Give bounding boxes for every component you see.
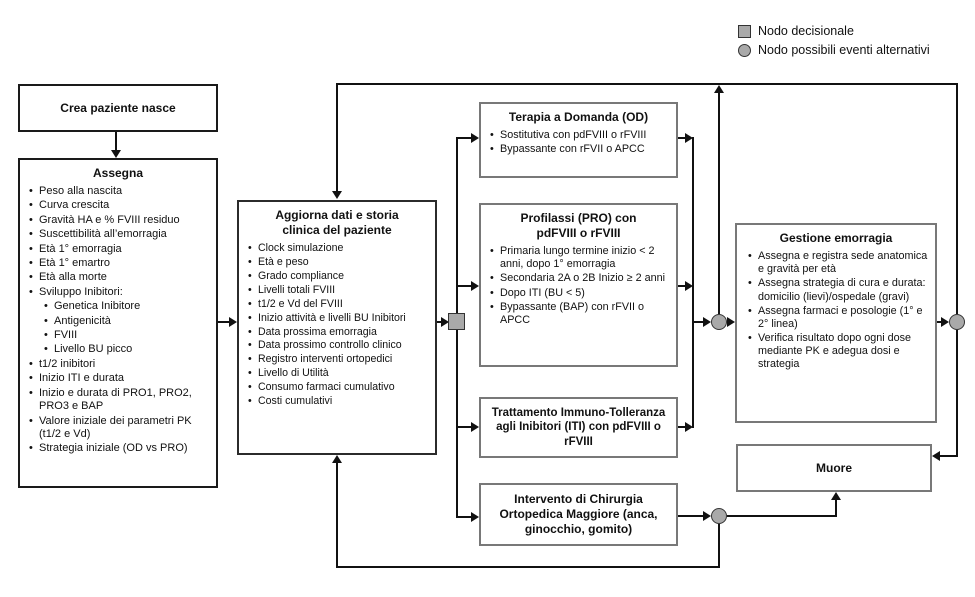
flow-line: [956, 83, 958, 314]
list-item: • Peso alla nascita: [26, 185, 212, 198]
list-item: • Verifica risultato dopo ogni dose mediante PK e adegua dosi e strategia: [745, 332, 931, 372]
flow-line: [456, 285, 472, 287]
node-title: Intervento di Chirurgia Ortopedica Maggiore (anca, ginocchio, gomito): [499, 492, 658, 536]
legend-row-decisional: [738, 24, 930, 38]
arrowhead: [703, 511, 711, 521]
list-item: • Età 1° emorragia: [26, 243, 212, 256]
list-item: • Età 1° emartro: [26, 257, 212, 270]
list-item: • Genetica Inibitore: [41, 300, 212, 313]
legend-decisional-label: Nodo decisionale: [758, 24, 854, 38]
node-gestione-emorragia: [735, 223, 937, 423]
node-gestione-list: [745, 250, 931, 372]
list-item: • Grado compliance: [245, 270, 431, 283]
list-item: • Bypassante (BAP) con rFVII o APCC: [487, 301, 672, 327]
arrowhead: [111, 150, 121, 158]
flow-line: [940, 455, 958, 457]
node-title: Aggiorna dati e storia clinica del paziente: [275, 208, 399, 237]
node-title: Assegna: [92, 166, 144, 180]
list-item: • Costi cumulativi: [245, 395, 431, 408]
flow-line: [336, 83, 958, 85]
list-item: • Secondaria 2A o 2B Inizio ≥ 2 anni: [487, 272, 672, 285]
arrowhead: [932, 451, 940, 461]
arrowhead: [332, 455, 342, 463]
node-pro-list: [487, 245, 672, 327]
alternative-node: [949, 314, 965, 330]
flow-line: [336, 463, 338, 568]
node-title: Profilassi (PRO) con pdFVIII o rFVIII: [520, 211, 637, 240]
node-assegna-list: [26, 185, 212, 456]
list-item: • Dopo ITI (BU < 5): [487, 287, 672, 300]
list-item: • Livello di Utilità: [245, 367, 431, 380]
list-item: • Primaria lungo termine inizio < 2 anni, dopo 1° emorragia: [487, 245, 672, 271]
flow-line: [336, 83, 338, 193]
arrowhead: [714, 85, 724, 93]
legend: [738, 24, 930, 62]
flow-line: [956, 330, 958, 457]
flow-line: [456, 137, 472, 139]
list-item: • Inizio attività e livelli BU Inibitori: [245, 312, 431, 325]
list-item: • Bypassante con rFVII o APCC: [487, 143, 672, 156]
node-assegna: [18, 158, 218, 488]
node-crea-paziente: [18, 84, 218, 132]
list-item: • Clock simulazione: [245, 242, 431, 255]
legend-alternative-label: Nodo possibili eventi alternativi: [758, 43, 930, 57]
flow-line: [336, 566, 720, 568]
decision-node-icon: [738, 25, 751, 38]
list-item: • Curva crescita: [26, 199, 212, 212]
arrowhead: [703, 317, 711, 327]
flow-line: [692, 137, 694, 428]
arrowhead: [471, 422, 479, 432]
alternative-node: [711, 314, 727, 330]
node-muore: [736, 444, 932, 492]
alternative-node-icon: [738, 44, 751, 57]
list-item: • Livelli totali FVIII: [245, 284, 431, 297]
list-item: • t1/2 inibitori: [26, 358, 212, 371]
decision-node: [448, 313, 465, 330]
list-item: • Data prossimo controllo clinico: [245, 339, 431, 352]
list-item: • Antigenicità: [41, 315, 212, 328]
list-item: • Età e peso: [245, 256, 431, 269]
list-item: • Assegna e registra sede anatomica e gravità per età: [745, 250, 931, 276]
flow-line: [115, 132, 117, 152]
flow-line: [718, 92, 720, 314]
node-title: Terapia a Domanda (OD): [508, 110, 649, 124]
arrowhead: [471, 281, 479, 291]
arrowhead: [727, 317, 735, 327]
flow-line: [456, 426, 472, 428]
node-title: Crea paziente nasce: [60, 100, 176, 115]
list-item: • Livello BU picco: [41, 343, 212, 356]
node-chirurgia: [479, 483, 678, 546]
flow-line: [678, 515, 704, 517]
node-od-list: [487, 129, 672, 156]
arrowhead: [831, 492, 841, 500]
arrowhead: [941, 317, 949, 327]
node-aggiorna-dati: [237, 200, 437, 455]
list-item: • Sostitutiva con pdFVIII o rFVIII: [487, 129, 672, 142]
list-item: • Inizio e durata di PRO1, PRO2, PRO3 e BAP: [26, 387, 212, 414]
list-item: • Sviluppo Inibitori:: [26, 286, 212, 299]
list-item: • Gravità HA e % FVIII residuo: [26, 214, 212, 227]
flow-line: [835, 498, 837, 517]
flow-line: [718, 524, 720, 568]
node-iti: [479, 397, 678, 458]
list-item: • Valore iniziale dei parametri PK (t1/2 e Vd): [26, 415, 212, 442]
list-item: • Suscettibilità all’emorragia: [26, 228, 212, 241]
legend-row-alternative: [738, 43, 930, 57]
node-title: Muore: [816, 460, 852, 475]
node-aggiorna-list: [245, 242, 431, 408]
flow-line: [456, 516, 472, 518]
list-item: • Assegna strategia di cura e durata: domicilio (lievi)/ospedale (gravi): [745, 277, 931, 303]
node-terapia-domanda: [479, 102, 678, 178]
node-title: Trattamento Immuno-Tolleranza agli Inibitori (ITI) con pdFVIII o rFVIII: [491, 406, 666, 448]
list-item: • FVIII: [41, 329, 212, 342]
node-profilassi: [479, 203, 678, 367]
arrowhead: [332, 191, 342, 199]
list-item: • Strategia iniziale (OD vs PRO): [26, 442, 212, 455]
arrowhead: [229, 317, 237, 327]
list-item: • Età alla morte: [26, 271, 212, 284]
arrowhead: [471, 133, 479, 143]
alternative-node: [711, 508, 727, 524]
list-item: • Registro interventi ortopedici: [245, 353, 431, 366]
node-title: Gestione emorragia: [779, 231, 893, 245]
flow-line: [727, 515, 837, 517]
list-item: • Inizio ITI e durata: [26, 372, 212, 385]
arrowhead: [471, 512, 479, 522]
list-item: • t1/2 e Vd del FVIII: [245, 298, 431, 311]
list-item: • Data prossima emorragia: [245, 326, 431, 339]
list-item: • Assegna farmaci e posologie (1° e 2° linea): [745, 305, 931, 331]
list-item: • Consumo farmaci cumulativo: [245, 381, 431, 394]
